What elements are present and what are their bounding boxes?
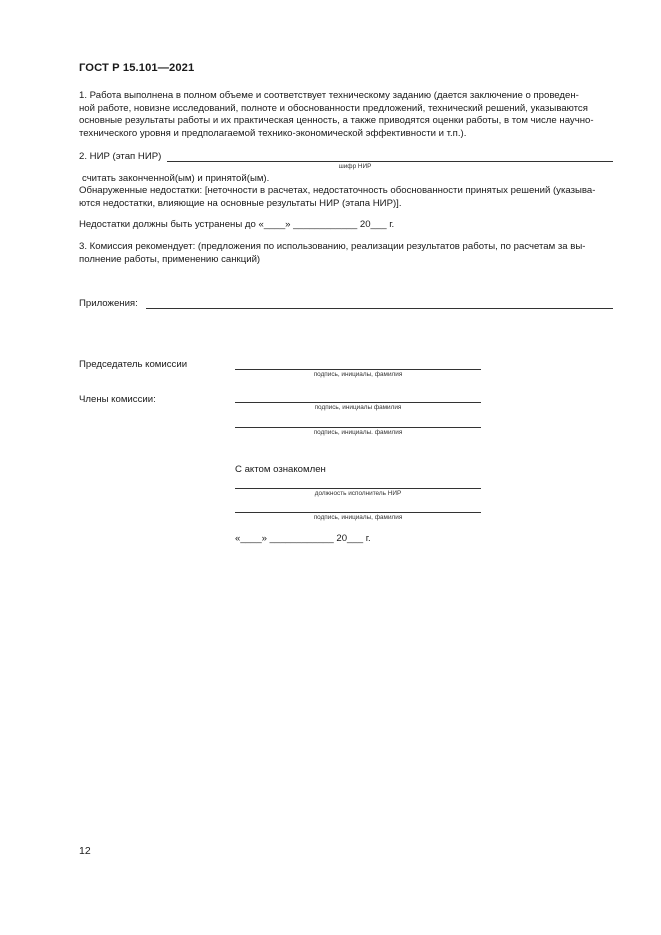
defects-paragraph — [79, 185, 615, 210]
chairman-sign-line — [235, 369, 481, 370]
attachments-label: Приложения: — [79, 298, 138, 309]
member1-sign-caption: подпись, инициалы фамилия — [314, 404, 402, 411]
member2-sign-line — [235, 427, 481, 428]
document-header: ГОСТ Р 15.101—2021 — [79, 62, 195, 74]
executor-sign-line — [235, 512, 481, 513]
paragraph-1-line: ной работе, новизне исследований, полноте и обоснованности предложений, технический решений, указываются — [79, 102, 588, 114]
paragraph-1-line: технического уровня и предполагаемой технико-экономической эффективности и т.п.). — [79, 127, 467, 139]
paragraph-3 — [79, 241, 615, 266]
paragraph-3-line: 3. Комиссия рекомендует: (предложения по использованию, реализации результатов работы, по расчетам за вы- — [79, 241, 586, 252]
nir-code-line — [167, 161, 613, 162]
member2-sign-caption: подпись, инициалы. фамилия — [313, 429, 403, 436]
page-number: 12 — [79, 845, 91, 857]
member1-sign-line — [235, 402, 481, 403]
paragraph-1-line: 1. Работа выполнена в полном объеме и соответствует техническому заданию (дается заключение о проведен- — [79, 90, 579, 101]
attachments-line — [146, 308, 613, 309]
chairman-label: Председатель комиссии — [79, 359, 188, 370]
acquainted-label: С актом ознакомлен — [235, 464, 326, 475]
paragraph-3-line: полнение работы, применению санкций) — [79, 253, 261, 265]
considered-text: считать законченной(ым) и принятой(ым). — [82, 173, 270, 184]
paragraph-1-line: основные результаты работы и их практическая ценность, а также приводятся оценки работы, в том числе научно- — [79, 115, 594, 127]
defects-line: Обнаруженные недостатки: [неточности в расчетах, недостаточность обоснованности принятых решений (указыва- — [79, 185, 596, 196]
executor-position-caption: должность исполнитель НИР — [314, 490, 402, 497]
chairman-sign-caption: подпись, инициалы, фамилия — [313, 371, 403, 378]
defects-line: ются недостатки, влияющие на основные результаты НИР (этапа НИР)]. — [79, 197, 402, 209]
deadline-text: Недостатки должны быть устранены до «____» ____________ 20___ г. — [79, 219, 395, 230]
acquainted-date: «____» ____________ 20___ г. — [235, 533, 371, 544]
nir-label: 2. НИР (этап НИР) — [79, 151, 162, 162]
executor-sign-caption: подпись, инициалы, фамилия — [313, 514, 403, 521]
paragraph-1 — [79, 90, 615, 140]
executor-position-line — [235, 488, 481, 489]
nir-code-caption: шифр НИР — [338, 163, 372, 170]
members-label: Члены комиссии: — [79, 394, 156, 405]
